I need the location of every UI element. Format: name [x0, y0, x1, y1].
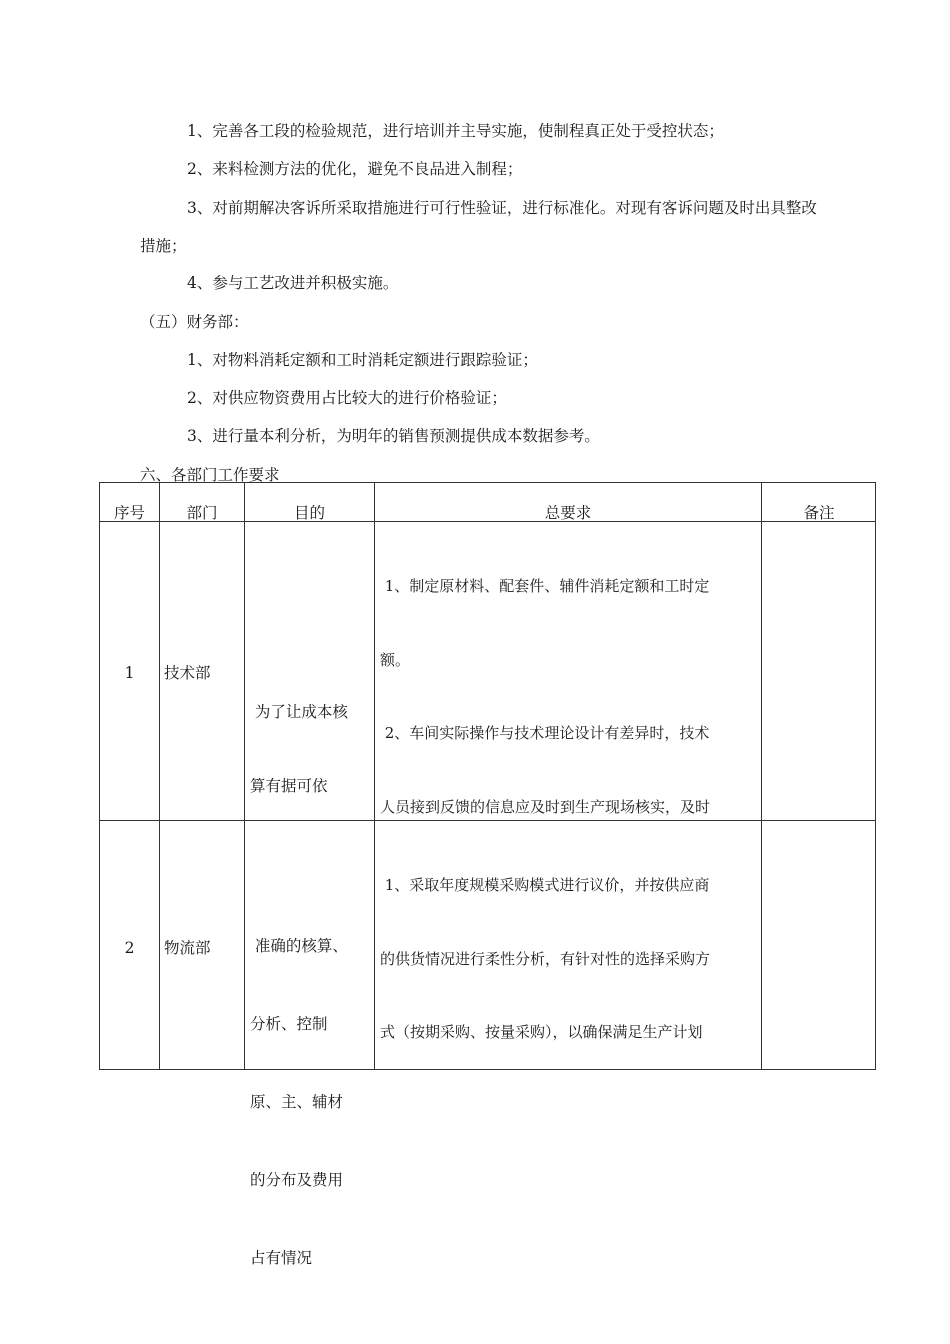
row2-dept: 物流部	[164, 939, 211, 957]
intro-item-1: 1、完善各工段的检验规范，进行培训并主导实施，使制程真正处于受控状态；	[187, 122, 724, 140]
col-divider	[159, 483, 160, 1069]
section-title: 六、各部门工作要求	[140, 466, 280, 482]
row1-purpose	[250, 651, 374, 847]
header-no: 序号	[113, 504, 145, 522]
purpose-line: 算有据可依	[250, 776, 328, 795]
row-divider	[100, 820, 875, 821]
header-requirements: 总要求	[544, 504, 592, 522]
purpose-line: 分析、控制	[250, 1015, 328, 1033]
intro-item-2: 2、来料检测方法的优化，避免不良品进入制程；	[187, 160, 523, 178]
row2-requirements	[380, 824, 760, 1070]
row2-no: 2	[124, 939, 135, 957]
purpose-line: 准确的核算、	[250, 937, 348, 955]
requirements-table	[99, 482, 876, 1267]
row1-requirements	[380, 525, 760, 819]
intro-item-3: 3、对前期解决客诉所采取措施进行可行性验证，进行标准化。对现有客诉问题及时出具整改	[187, 199, 817, 217]
purpose-line: 的分布及费用	[250, 1171, 344, 1189]
purpose-line: 为了让成本核	[250, 703, 348, 721]
row1-dept: 技术部	[164, 664, 211, 682]
row1-no: 1	[124, 664, 135, 682]
requirement-line: 的供货情况进行柔性分析，有针对性的选择采购方	[380, 949, 711, 968]
purpose-line: 占有情况	[250, 1249, 313, 1267]
requirement-line: 式（按期采购、按量采购），以确保满足生产计划	[380, 1023, 703, 1041]
col-divider	[374, 483, 375, 1069]
requirement-line: 人员接到反馈的信息应及时到生产现场核实，及时	[380, 797, 711, 816]
finance-item-2: 2、对供应物资费用占比较大的进行价格验证；	[187, 389, 507, 407]
header-notes: 备注	[803, 504, 835, 522]
header-dept: 部门	[186, 504, 218, 522]
requirement-line: 2、车间实际操作与技术理论设计有差异时，技术	[380, 724, 710, 742]
requirement-line: 1、制定原材料、配套件、辅件消耗定额和工时定	[380, 577, 710, 595]
row2-purpose	[250, 881, 374, 1323]
finance-item-1: 1、对物料消耗定额和工时消耗定额进行跟踪验证；	[187, 351, 538, 369]
col-divider	[761, 483, 762, 1069]
finance-item-3: 3、进行量本利分析，为明年的销售预测提供成本数据参考。	[187, 427, 600, 445]
col-divider	[244, 483, 245, 1069]
finance-heading: （五）财务部：	[140, 313, 249, 331]
intro-item-3-cont: 措施；	[140, 237, 187, 255]
requirement-line: 1、采取年度规模采购模式进行议价，并按供应商	[380, 876, 710, 894]
header-purpose: 目的	[293, 504, 325, 522]
intro-item-4: 4、参与工艺改进并积极实施。	[187, 274, 399, 292]
purpose-line: 原、主、辅材	[250, 1093, 344, 1111]
requirement-line: 额。	[380, 650, 411, 669]
